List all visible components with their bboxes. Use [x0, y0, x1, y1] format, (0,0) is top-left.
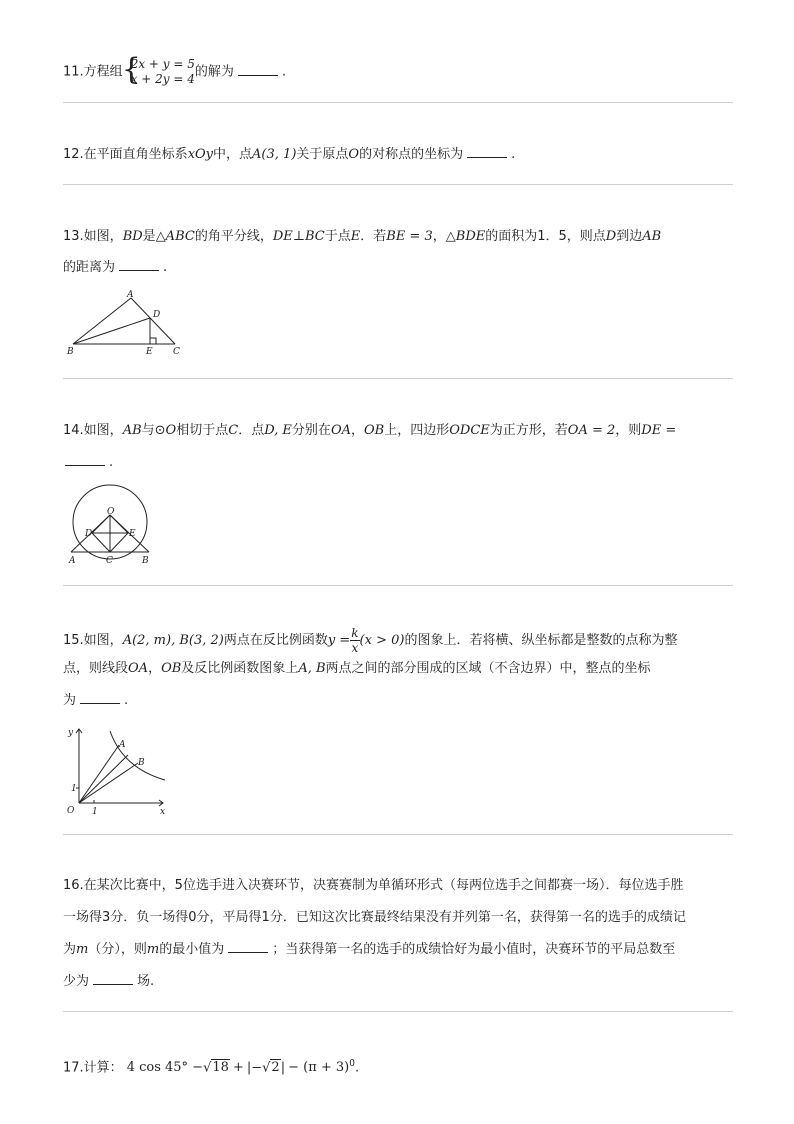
- q15-figure: [63, 723, 173, 818]
- q13-figure: [63, 288, 188, 358]
- sqrt-18: √18: [203, 1060, 229, 1076]
- radicand: 18: [212, 1060, 229, 1076]
- answer-blank[interactable]: [228, 940, 268, 953]
- q16-text: 为: [63, 942, 77, 957]
- label-B: B: [142, 556, 149, 566]
- q15-text: 两点在反比例函数: [223, 633, 328, 648]
- q13-text: 是: [142, 229, 156, 244]
- q13-text: 于点: [324, 229, 351, 244]
- question-11: [63, 52, 287, 87]
- q14-text: 上，四边形: [384, 423, 450, 438]
- answer-blank[interactable]: [80, 691, 120, 704]
- q11-suffix: 的解为: [194, 64, 234, 80]
- separator: [63, 184, 733, 185]
- q14-figure: [63, 478, 158, 568]
- separator: [63, 1011, 733, 1012]
- q15-text: 两点之间的部分围成的区域（不含边界）中，整点的坐标: [325, 661, 651, 676]
- q12-math: O: [348, 147, 360, 162]
- q13-math: △ABC: [155, 229, 195, 244]
- q13-math: △BDE: [445, 229, 486, 244]
- q13-math: BC: [305, 229, 325, 244]
- q13-text: 的面积为1．5，则点: [485, 229, 606, 244]
- question-16-line4: [63, 972, 154, 992]
- label-O: O: [67, 806, 75, 816]
- period: .: [163, 260, 168, 275]
- q14-math: O: [165, 423, 177, 438]
- q15-math: A, B: [298, 661, 326, 676]
- q15-text: 点，则线段: [63, 661, 129, 676]
- separator: [63, 834, 733, 835]
- q12-text: 中，点: [213, 147, 253, 162]
- q17-math: − (π + 3): [288, 1060, 350, 1076]
- label-1-y: 1: [71, 784, 77, 794]
- q14-math: D, E: [264, 423, 292, 438]
- q16-text: ；当获得第一名的选手的成绩恰好为最小值时，决赛环节的平局总数至: [272, 942, 676, 957]
- label-E: E: [146, 347, 153, 357]
- q15-math: A(2, m), B(3, 2): [122, 633, 224, 648]
- q15-math: y =: [327, 633, 351, 648]
- brace: {: [121, 52, 141, 87]
- q13-text: 到边: [616, 229, 643, 244]
- q16-text: 少为: [63, 974, 90, 989]
- q13-math: BE = 3: [386, 229, 433, 244]
- q14-math: ODCE: [449, 423, 490, 438]
- q13-math: AB: [642, 229, 662, 244]
- question-14: [63, 421, 676, 441]
- label-A: A: [127, 290, 134, 300]
- period: .: [511, 147, 516, 162]
- q17-math: 4 cos 45° −: [126, 1060, 204, 1076]
- question-13-line2: [63, 258, 167, 278]
- q17-text: 17.计算：: [63, 1060, 123, 1076]
- label-B: B: [138, 758, 145, 768]
- radicand: 2: [271, 1060, 280, 1076]
- period: .: [124, 693, 129, 708]
- answer-blank[interactable]: [467, 145, 507, 158]
- q14-math: OB: [364, 423, 385, 438]
- equation-system: [121, 52, 195, 87]
- question-12: [63, 145, 515, 165]
- q14-math: DE =: [641, 423, 677, 438]
- q13-text: ．若: [360, 229, 387, 244]
- q13-text: 13.如图，: [63, 229, 123, 244]
- label-1-x: 1: [92, 807, 98, 817]
- answer-blank[interactable]: [119, 258, 159, 271]
- denominator: x: [351, 641, 359, 655]
- label-A: A: [69, 556, 76, 566]
- eq1: 2x + y = 5: [130, 57, 195, 71]
- q13-text: 的角平分线，: [194, 229, 273, 244]
- period: .: [354, 1060, 360, 1076]
- q12-math: A(3, 1): [252, 147, 297, 162]
- q13-text: 的距离为: [63, 260, 116, 275]
- q12-text: 12.在平面直角坐标系: [63, 147, 188, 162]
- question-15-line2: [63, 659, 651, 679]
- q14-math: OA: [330, 423, 351, 438]
- q15-text: ，: [148, 661, 162, 676]
- q15-text: 为: [63, 693, 77, 708]
- q16-text: 一场得3分．负一场得0分，平局得1分．已知这次比赛最终结果没有并列第一名，获得第一名的选手的成绩记: [63, 910, 686, 925]
- q14-text: 分别在: [291, 423, 331, 438]
- question-16-line3: [63, 940, 675, 960]
- q13-math: DE: [272, 229, 293, 244]
- minus: −: [251, 1060, 263, 1076]
- q12-math: xOy: [187, 147, 214, 162]
- q14-math: AB: [122, 423, 142, 438]
- label-D: D: [85, 529, 93, 539]
- q15-text: 及反比例函数图象上: [181, 661, 299, 676]
- q13-math: E: [350, 229, 361, 244]
- q15-math: OB: [161, 661, 182, 676]
- question-14-line2: [63, 453, 113, 473]
- period: .: [109, 455, 114, 470]
- q16-text: （分），则: [88, 942, 147, 957]
- question-13: [63, 227, 661, 247]
- label-y: y: [68, 728, 74, 738]
- q14-math: OA = 2: [567, 423, 616, 438]
- label-C: C: [173, 347, 180, 357]
- separator: [63, 102, 733, 103]
- question-15: [63, 626, 677, 655]
- q11-prefix: 11.方程组: [63, 64, 123, 80]
- q16-math: m: [146, 942, 160, 957]
- q17-math: +: [232, 1060, 244, 1076]
- label-x: x: [160, 807, 166, 817]
- label-C: C: [106, 556, 113, 566]
- separator: [63, 585, 733, 586]
- question-16-line1: [63, 876, 683, 896]
- exponent: 0: [349, 1059, 355, 1069]
- label-B: B: [67, 347, 74, 357]
- label-D: D: [153, 310, 161, 320]
- numerator: k: [351, 626, 359, 640]
- q14-text: 14.如图，: [63, 423, 123, 438]
- q16-text: 场.: [137, 974, 155, 989]
- q13-math: BD: [122, 229, 143, 244]
- separator: [63, 378, 733, 379]
- q14-text: 与⊙: [141, 423, 166, 438]
- q16-text: 的最小值为: [159, 942, 225, 957]
- eq2: x + 2y = 4: [130, 72, 195, 86]
- q15-math: OA: [128, 661, 149, 676]
- q16-math: m: [76, 942, 89, 957]
- answer-blank[interactable]: [65, 453, 105, 466]
- question-17: [63, 1054, 359, 1078]
- q13-text: ，: [432, 229, 446, 244]
- q15-text: 15.如图，: [63, 633, 123, 648]
- q12-text: 的对称点的坐标为: [359, 147, 464, 162]
- q14-text: 相切于点: [176, 423, 229, 438]
- label-E: E: [129, 529, 136, 539]
- answer-blank[interactable]: [93, 972, 133, 985]
- q14-text: ．点: [238, 423, 265, 438]
- q15-math: (x > 0): [359, 633, 405, 648]
- q14-text: ，则: [615, 423, 642, 438]
- q13-math: D: [605, 229, 617, 244]
- fraction-k-over-x: [350, 626, 359, 655]
- q16-text: 16.在某次比赛中，5位选手进入决赛环节，决赛赛制为单循环形式（每两位选手之间都赛一场）．每位选手胜: [63, 878, 684, 893]
- abs-value: |−√2|: [246, 1060, 286, 1076]
- q14-math: C: [228, 423, 239, 438]
- period: .: [281, 64, 287, 80]
- answer-blank[interactable]: [238, 63, 278, 76]
- q15-text: 的图象上．若将横、纵坐标都是整数的点称为整: [404, 633, 678, 648]
- q12-text: 关于原点: [296, 147, 349, 162]
- label-O: O: [107, 507, 115, 517]
- question-15-line3: [63, 691, 128, 711]
- q14-text: ，: [350, 423, 364, 438]
- question-16-line2: [63, 908, 686, 928]
- q14-text: 为正方形，若: [489, 423, 568, 438]
- q13-math: ⊥: [292, 229, 305, 244]
- label-A: A: [119, 740, 126, 750]
